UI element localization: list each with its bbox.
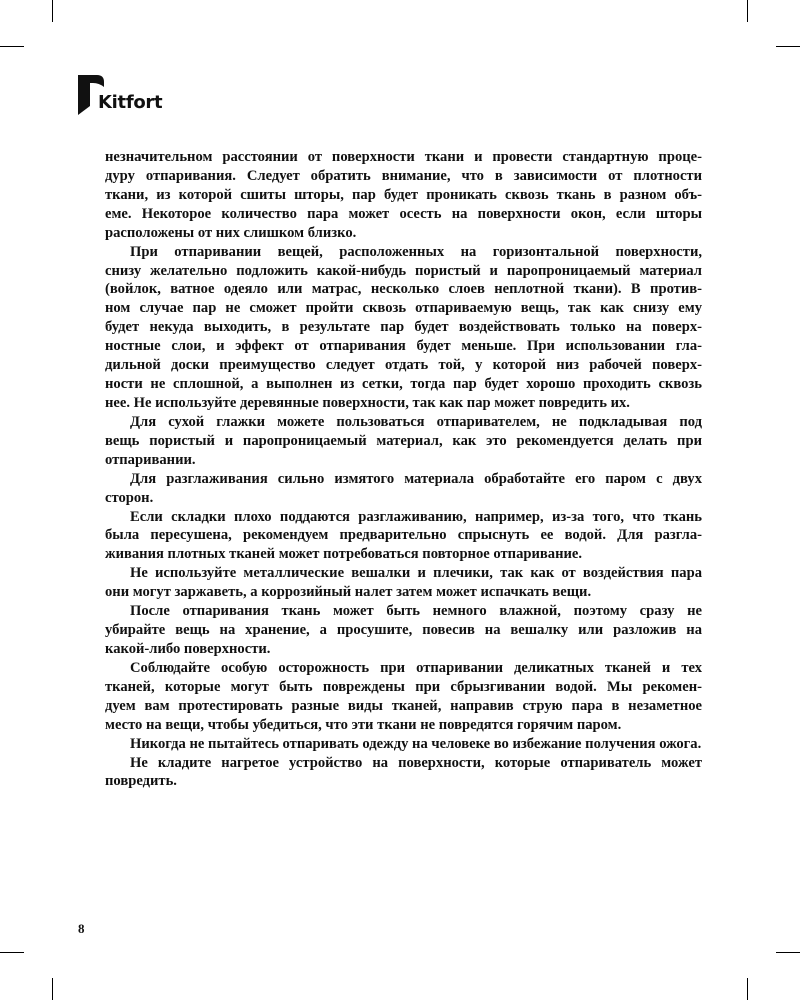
crop-mark-top-right <box>747 0 748 22</box>
text-line: Не используйте металлические вешалки и плечики, так как от воздействия пара <box>130 565 702 582</box>
text-line: После отпаривания ткань может быть немного влажной, поэтому сразу не <box>130 603 702 620</box>
text-line: нее. Не используйте деревянные поверхности, так как пар может повредить их. <box>105 394 630 411</box>
crop-mark-left-top <box>0 46 24 47</box>
text-line: Никогда не пытайтесь отпаривать одежду на человеке во избежание получения ожога. <box>130 735 702 752</box>
text-line: (войлок, ватное одеяло или матрас, несколько слоев неплотной ткани). В против- <box>105 281 702 298</box>
text-line: ности не сплошной, а выполнен из сетки, тогда пар будет хорошо проходить сквозь <box>105 376 702 393</box>
text-line: Если складки плохо поддаются разглаживанию, например, из-за того, что ткань <box>130 508 702 525</box>
text-line: дуем вам протестировать разные виды тканей, направив струю пара в незаметное <box>105 697 702 714</box>
text-line: убирайте вещь на хранение, а просушите, повесив на вешалку или разложив на <box>105 622 702 639</box>
text-line: снизу желательно подложить какой-нибудь пористый и паропроницаемый материал <box>105 262 702 279</box>
text-line: была пересушена, рекомендуем предварительно спрыснуть ее водой. Для разгла- <box>105 527 702 544</box>
crop-mark-right-bottom <box>776 952 800 953</box>
text-line: живания плотных тканей может потребоваться повторное отпаривание. <box>105 546 583 563</box>
text-line: незначительном расстоянии от поверхности ткани и провести стандартную проце- <box>105 149 702 165</box>
text-line: Не кладите нагретое устройство на поверхности, которые отпариватель может <box>130 754 702 771</box>
page-number: 8 <box>78 921 85 936</box>
text-line: место на вещи, чтобы убедиться, что эти ткани не повредятся горячим паром. <box>105 716 622 733</box>
text-line: сторон. <box>105 489 154 506</box>
crop-mark-bottom-right <box>747 978 748 1000</box>
text-line: отпаривании. <box>105 451 196 468</box>
text-line: повредить. <box>105 773 177 790</box>
text-line: расположены от них слишком близко. <box>105 224 357 241</box>
text-line: дуру отпаривания. Следует обратить внимание, что в зависимости от плотности <box>105 167 702 184</box>
text-line: ном случае пар не сможет пройти сквозь отпариваемую вещь, так как снизу ему <box>105 300 702 317</box>
crop-mark-top-left <box>52 0 53 22</box>
instruction-text <box>105 148 702 791</box>
text-line: дильной доски преимущество следует отдать той, у которой низ рабочей поверх- <box>105 357 702 374</box>
text-line: тканей, которые могут быть повреждены при сбрызгивании водой. Мы рекомен- <box>105 678 702 695</box>
text-line: ткани, из которой сшиты шторы, пар будет проникать сквозь ткань в разном объ- <box>105 186 702 203</box>
text-line: Для разглаживания сильно измятого материала обработайте его паром с двух <box>130 470 702 487</box>
crop-mark-right-top <box>776 46 800 47</box>
text-line: Соблюдайте особую осторожность при отпаривании деликатных тканей и тех <box>130 659 702 676</box>
text-line: вещь пористый и паропроницаемый материал, как это рекомендуется делать при <box>105 432 702 449</box>
text-line: ностные слои, и эффект от отпаривания будет меньше. При использовании гла- <box>105 338 702 355</box>
crop-mark-bottom-left <box>52 978 53 1000</box>
text-line: При отпаривании вещей, расположенных на горизонтальной поверхности, <box>130 243 702 260</box>
brand-logo-text: Kitfort <box>98 92 163 113</box>
text-line: еме. Некоторое количество пара может осесть на поверхности окон, если шторы <box>105 205 702 222</box>
text-line: будет некуда выходить, в результате пар будет воздействовать только на поверх- <box>105 319 702 336</box>
text-line: они могут заржаветь, а коррозийный налет затем может испачкать вещи. <box>105 584 592 601</box>
text-line: какой-либо поверхности. <box>105 640 271 657</box>
crop-mark-left-bottom <box>0 952 24 953</box>
text-line: Для сухой глажки можете пользоваться отпаривателем, не подкладывая под <box>130 413 702 430</box>
